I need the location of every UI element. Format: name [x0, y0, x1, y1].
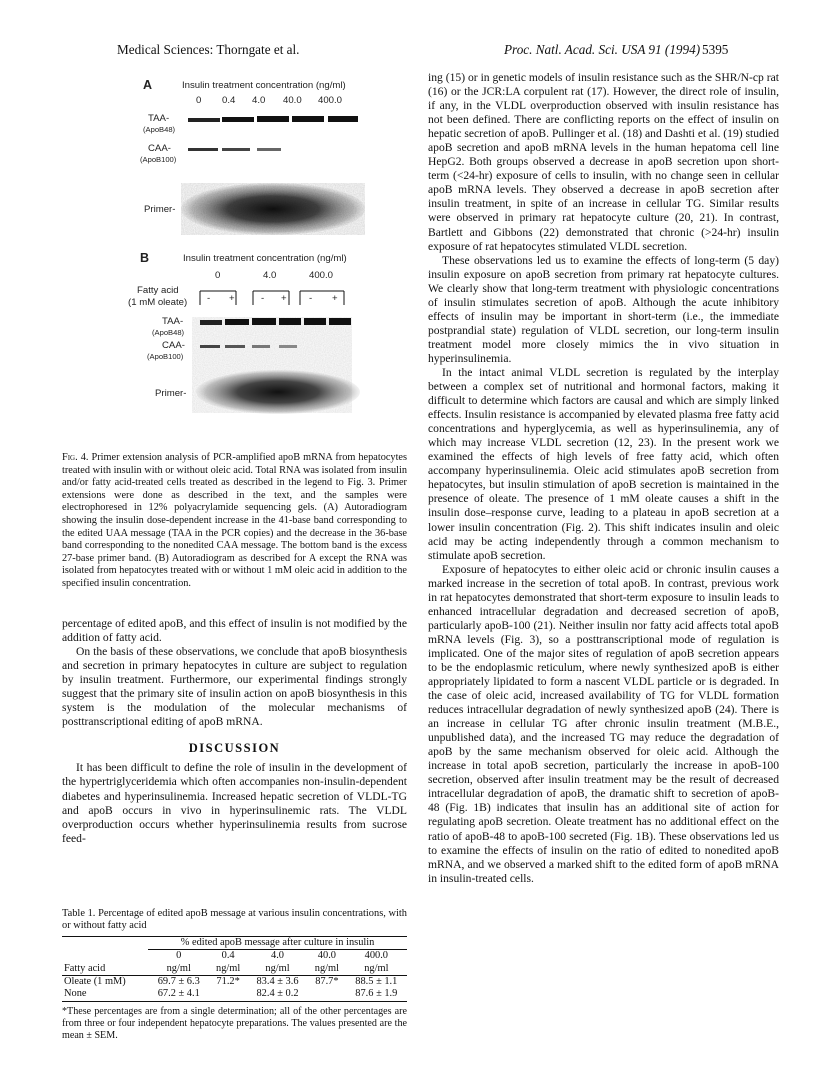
table-unit: ng/ml — [265, 962, 290, 974]
panel-a-conc-2: 4.0 — [252, 95, 266, 106]
left-column — [62, 617, 407, 846]
panel-a-conc-0: 0 — [196, 95, 202, 106]
panel-b-sign-2: + — [229, 293, 235, 304]
band-a-caa-3 — [257, 148, 281, 151]
panel-a-title: Insulin treatment concentration (ng/ml) — [182, 80, 346, 91]
panel-b-conc-2: 400.0 — [309, 270, 334, 281]
band-b-taa-5 — [304, 318, 326, 325]
table-unit: ng/ml — [216, 962, 241, 974]
right-paragraph-2: These observations led us to examine the effects of long-term (5 day) insulin exposure on apoB secretion from primary rat hepatocyte cultures. We clearly show that long-term treatment with physiologic concentrations of insulin stimulates secretion of apoB. Although the acute inhibitory effects of insulin may be important in short-term (i.e., the immediate postprandial state) regulation of VLDL secretion, our long-term insulin treatment model more closely mimics the in vivo situation in hyperinsulinemia. — [428, 253, 779, 365]
band-b-caa-4 — [279, 345, 297, 348]
band-b-caa-2 — [225, 345, 245, 348]
panel-b-caa-sub: (ApoB100) — [147, 352, 184, 361]
table-col-head: 40.0 — [317, 950, 336, 962]
band-b-taa-4 — [279, 318, 301, 325]
table-cell: 69.7 ± 6.3 — [157, 976, 200, 988]
panel-b-taa-sub: (ApoB48) — [152, 328, 185, 337]
panel-b-gel — [192, 291, 360, 414]
table-cell: 87.6 ± 1.9 — [355, 988, 398, 1000]
panel-b-sign-1: - — [207, 293, 211, 304]
panel-b-sign-4: + — [281, 293, 287, 304]
panel-a-conc-3: 40.0 — [283, 95, 302, 106]
panel-b-title: Insulin treatment concentration (ng/ml) — [183, 253, 347, 264]
right-paragraph-4: Exposure of hepatocytes to either oleic acid or chronic insulin causes a marked increase in the secretion of total apoB. In contrast, previous work in rat hepatocytes demonstrated that short-term exposure to insulin leads to enhanced intracellular degradation and decreased secretion of apoB, particularly apoB-100 (21). Neither insulin nor fatty acid affects total apoB mRNA levels (Fig. 3), so a posttranscriptional mode of regulation is implicated. One of the major sites of regulation of apoB secretion appears to be the endoplasmic reticulum, where newly synthesized apoB is either appropriately lipidated to form a nascent VLDL particle or is degraded. In the case of oleic acid, increased availability of TG for VLDL formation reduces intracellular degradation of newly synthesized apoB (24). There is an increase in cellular TG after chronic insulin treatment (M.B.E., unpublished data), and the increased TG may reduce the degradation of apoB by the same mechanism observed for oleic acid. Although the increase in total apoB secretion, particularly the increase in apoB-100 secretion, observed after insulin treatment may be the result of decreased intracellular degradation of apoB, the dramatic shift to secretion of apoB-48 (Fig. 1B) indicates that insulin has an additional site of action for regulating apoB secretion. Oleate treatment has no additional effect on the ratio of apoB-48 to apoB-100 secreted (Fig. 1B). These observations led us to examine the effects of insulin on the ratio of edited to nonedited apoB mRNA, and we observed a marked shift to the edited form of apoB mRNA in insulin-treated cells. — [428, 562, 779, 885]
left-paragraph-1: percentage of edited apoB, and this effect of insulin is not modified by the addition of fatty acid. — [62, 617, 407, 645]
table-cell — [308, 988, 346, 1001]
band-a-taa-4 — [292, 116, 324, 122]
band-a-taa-3 — [257, 116, 289, 122]
panel-a-caa-label: CAA- — [148, 143, 171, 154]
panel-b-oleate: (1 mM oleate) — [128, 297, 188, 308]
table-row-label: None — [64, 988, 87, 1000]
figure-caption-text: Primer extension analysis of PCR-amplified apoB mRNA from hepatocytes treated with insulin with or without oleic acid. Total RNA was isolated from insulin and/or fatty acid-treated cells treated as described in the legend to Fig. 3. Primer extensions were done as described in the text, and the samples were electrophoresed in 12% polyacrylamide sequencing gels. (A) Autoradiogram showing the insulin dose-dependent increase in the 41-base band corresponding to the edited UAA message (TAA in the PCR copies) and the decrease in the 36-base band corresponding to the nonedited CAA message. The bottom band is the excess 27-base primer band. (B) Autoradiogram as described for A except the RNA was isolated from hepatocytes treated with or without 1 mM oleic acid in addition to the specified insulin concentration. — [62, 452, 408, 589]
band-b-taa-6 — [329, 318, 351, 325]
panel-a-primer-label: Primer- — [144, 204, 176, 215]
table-cell: 83.4 ± 3.6 — [256, 976, 299, 988]
band-b-taa-2 — [225, 319, 249, 325]
panel-a-taa-sub: (ApoB48) — [143, 125, 176, 134]
table-spanner: % edited apoB message after culture in insulin — [148, 936, 407, 949]
table-col-head: 4.0 — [271, 950, 284, 962]
primer-smear-b — [196, 370, 360, 414]
band-b-caa-1 — [200, 345, 220, 348]
panel-b-conc-0: 0 — [215, 270, 221, 281]
table-cell: 87.7* — [315, 976, 339, 988]
table-title: Table 1. Percentage of edited apoB message at various insulin concentrations, with or without fatty acid — [62, 908, 407, 932]
panel-a-conc-4: 400.0 — [318, 95, 343, 106]
panel-a-gel — [181, 116, 365, 235]
table-cell: 82.4 ± 0.2 — [256, 988, 299, 1000]
band-b-caa-3 — [252, 345, 270, 348]
panel-b-caa-label: CAA- — [162, 340, 185, 351]
panel-a-conc-1: 0.4 — [222, 95, 236, 106]
panel-b-conc-1: 4.0 — [263, 270, 277, 281]
right-paragraph-3: In the intact animal VLDL secretion is regulated by the interplay between a complex set of nutritional and hormonal factors, making it difficult to determine which factors are causal and which are simply linked effects. Insulin resistance is accompanied by elevated plasma free fatty acid concentrations and hyperglycemia, as well as hyperinsulinemia, any of which may increase VLDL secretion (12, 23). In the present work we examined the effects of high levels of free fatty acid, which often accompany hyperinsulinemia. Oleic acid stimulates apoB secretion from hepatocytes, but insulin stimulation of apoB secretion is maintained in the presence of oleate. The presence of 1 mM oleate causes a shift in the insulin dose–response curve, leading to a plateau in apoB secretion at a lower insulin concentration (Fig. 2). This shift indicates insulin and oleic acid may be acting independently through a common mechanism to stimulate apoB secretion. — [428, 365, 779, 562]
band-a-caa-1 — [188, 148, 218, 151]
table-footnote: *These percentages are from a single determination; all of the other percentages are from three or four independent hepatocyte preparations. The values presented are the mean ± SEM. — [62, 1005, 407, 1042]
primer-smear-a — [181, 183, 365, 235]
page-number: 5395 — [702, 42, 729, 57]
panel-b-fatty-acid: Fatty acid — [137, 285, 179, 296]
panel-a-caa-sub: (ApoB100) — [140, 155, 177, 164]
panel-a-taa-label: TAA- — [148, 113, 170, 124]
left-paragraph-3: It has been difficult to define the role of insulin in the development of the hypertriglyceridemia which often accompanies non-insulin-dependent diabetes and hyperinsulinemia. Increased hepatic secretion of VLDL-TG and apoB occurs in vivo in hyperinsulinemic rats. The VLDL overproduction occurs whether hyperinsulinemia results from sucrose feed- — [62, 761, 407, 845]
right-column — [428, 71, 779, 886]
journal-citation: Proc. Natl. Acad. Sci. USA 91 (1994) — [504, 42, 701, 57]
band-a-taa-1 — [188, 118, 220, 122]
table-row — [62, 976, 407, 989]
table-unit: ng/ml — [314, 962, 340, 974]
running-head-left: Medical Sciences: Thorngate et al. — [117, 42, 300, 57]
panel-b-taa-label: TAA- — [162, 316, 184, 327]
table-cell: 88.5 ± 1.1 — [355, 976, 398, 988]
band-a-taa-2 — [222, 117, 254, 122]
table-unit: ng/ml — [166, 962, 191, 974]
panel-b-sign-3: - — [261, 293, 265, 304]
table-1 — [62, 908, 407, 1042]
band-b-taa-3 — [252, 318, 276, 325]
table-cell: 67.2 ± 4.1 — [157, 988, 200, 1000]
figure-caption-label: Fig. 4. — [62, 452, 89, 463]
table-unit: ng/ml — [364, 962, 389, 974]
table-row-head: Fatty acid — [64, 962, 106, 974]
panel-a-label: A — [143, 78, 153, 92]
band-b-taa-1 — [200, 320, 222, 325]
band-a-taa-5 — [328, 116, 358, 122]
table-col-head: 400.0 — [364, 950, 389, 962]
panel-b-label: B — [140, 251, 150, 265]
panel-b-sign-5: - — [309, 293, 313, 304]
panel-b-primer-label: Primer- — [155, 388, 187, 399]
table-col-head: 0.4 — [221, 950, 235, 962]
table-spacer — [62, 950, 148, 963]
band-a-caa-2 — [222, 148, 250, 151]
discussion-heading: DISCUSSION — [188, 741, 281, 756]
table-row — [62, 988, 407, 1001]
table-grid — [62, 936, 407, 1002]
running-head-right — [504, 42, 729, 58]
table-col-head: 0 — [176, 950, 182, 962]
figure-caption — [62, 452, 407, 591]
panel-b-sign-6: + — [332, 293, 338, 304]
left-paragraph-2: On the basis of these observations, we conclude that apoB biosynthesis and secretion in primary hepatocytes in culture are subject to regulation by insulin treatment. Furthermore, our experimental findings strongly suggest that the primary site of insulin action on apoB biosynthesis in this system is the modulation of the molecular mechanisms of posttranscriptional editing of apoB mRNA. — [62, 645, 407, 729]
table-spacer — [62, 936, 148, 949]
table-cell: 71.2* — [216, 976, 240, 988]
table-row-label: Oleate (1 mM) — [64, 976, 126, 988]
table-cell — [209, 988, 247, 1001]
right-paragraph-1: ing (15) or in genetic models of insulin resistance such as the SHR/N-cp rat (16) or the JCR:LA corpulent rat (17). However, the direct role of insulin, if any, in the VLDL overproduction observed with insulin resistance has not been defined. There are conflicting reports on the effect of insulin on hepatic secretion of apoB. Pullinger et al. (18) and Dashti et al. (19) studied apoB secretion and apoB mRNA levels in the human hepatoma cell line HepG2. Both groups observed a decrease in apoB secretion upon short-term (<24-hr) exposure of cells to insulin, with no change seen in cellular apoB mRNA levels. They observed a decrease in apoB secretion after insulin treatment, in spite of an increase in cellular TG. Similar results were observed in primary rat hepatocyte culture (20, 21). In contrast, Bartlett and Gibbons (22) demonstrated that chronic (>24-hr) insulin exposure of rat hepatocytes stimulated VLDL secretion. — [428, 71, 779, 253]
